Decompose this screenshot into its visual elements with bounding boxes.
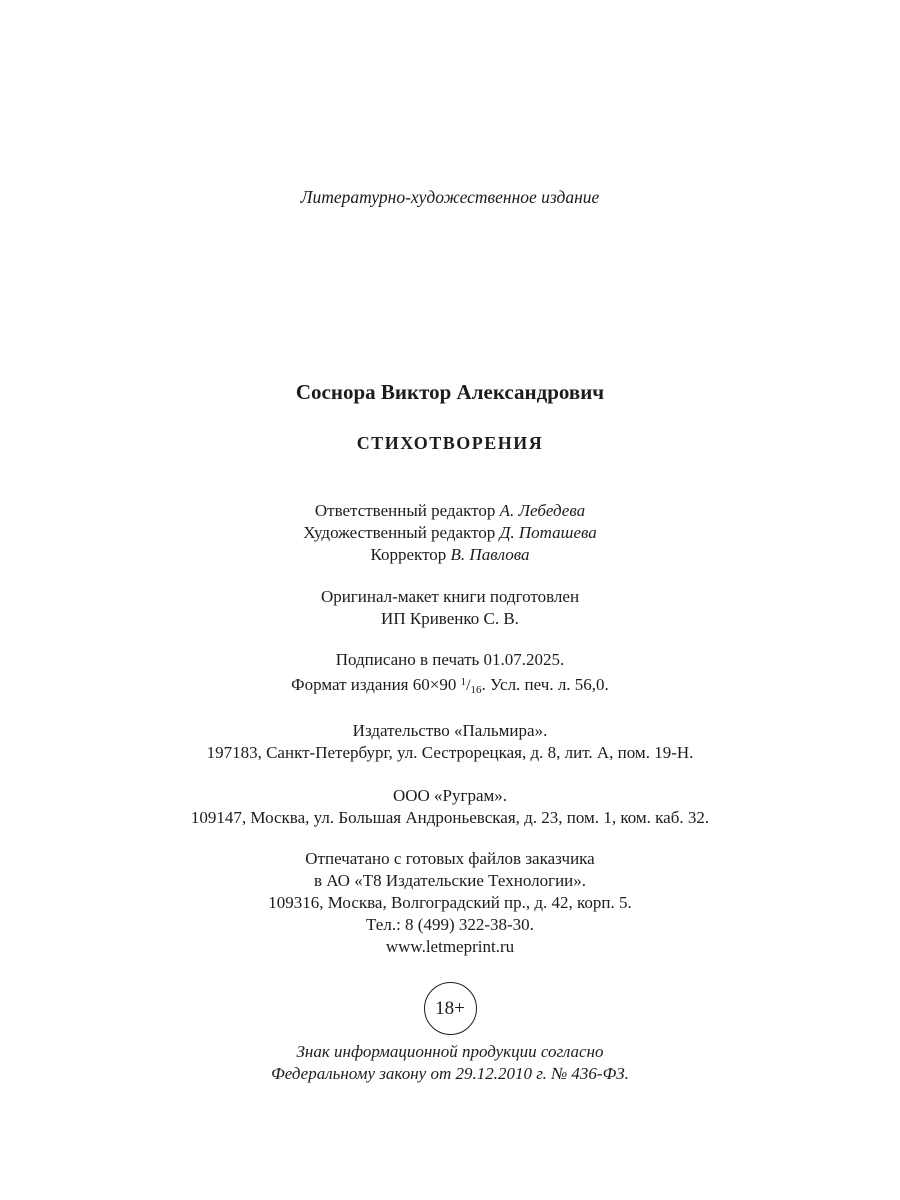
edition-type-line: Литературно-художественное издание	[300, 187, 600, 207]
author-name: Соснора Виктор Александрович	[295, 380, 605, 404]
role-label: Художественный редактор	[303, 523, 496, 542]
signed-to-print-line: Подписано в печать 01.07.2025.	[335, 650, 565, 669]
staff-line-art-editor	[0, 522, 900, 544]
publisher-name: Издательство «Пальмира».	[352, 721, 548, 740]
printer-line: Отпечатано с готовых файлов заказчика	[305, 849, 595, 868]
info-sign-line: Знак информационной продукции согласно	[296, 1042, 604, 1061]
fraction-denominator: 16	[470, 684, 482, 696]
role-label: Корректор	[370, 545, 447, 564]
distributor-name: ООО «Руграм».	[392, 786, 508, 805]
person-name: В. Павлова	[450, 545, 530, 564]
printer-line: в АО «Т8 Издательские Технологии».	[313, 871, 587, 890]
layout-credit-line: Оригинал-макет книги подготовлен	[320, 587, 580, 606]
format-line	[0, 671, 900, 701]
staff-credits	[0, 500, 900, 566]
age-rating-wrap	[0, 982, 900, 1036]
person-name: А. Лебедева	[499, 501, 586, 520]
print-run-info	[0, 649, 900, 701]
layout-credit	[0, 586, 900, 630]
layout-credit-line: ИП Кривенко С. В.	[381, 609, 519, 628]
publisher-info	[0, 720, 900, 764]
publisher-address: 197183, Санкт-Петербург, ул. Сестрорецкая, д. 8, лит. А, пом. 19-Н.	[206, 743, 694, 762]
role-label: Ответственный редактор	[314, 501, 496, 520]
person-name: Д. Поташева	[499, 523, 597, 542]
info-product-sign-note	[0, 1041, 900, 1085]
fraction-slash: /	[466, 677, 471, 694]
printer-info	[0, 848, 900, 958]
format-suffix: . Усл. печ. л. 56,0.	[481, 675, 609, 694]
printer-phone: Тел.: 8 (499) 322-38-30.	[366, 915, 534, 934]
staff-line-chief-editor	[0, 500, 900, 522]
info-sign-line: Федеральному закону от 29.12.2010 г. № 436-ФЗ.	[271, 1064, 629, 1083]
distributor-info	[0, 785, 900, 829]
fraction-numerator: 1	[460, 676, 467, 688]
book-title: СТИХОТВОРЕНИЯ	[356, 433, 544, 453]
printer-website: www.letmeprint.ru	[385, 937, 515, 956]
staff-line-proofreader	[0, 544, 900, 566]
distributor-address: 109147, Москва, ул. Большая Андроньевская, д. 23, пом. 1, ком. каб. 32.	[190, 808, 710, 827]
age-rating-badge: 18+	[424, 982, 477, 1035]
printer-address: 109316, Москва, Волгоградский пр., д. 42, корп. 5.	[268, 893, 632, 912]
format-prefix: Формат издания 60×90	[291, 675, 461, 694]
